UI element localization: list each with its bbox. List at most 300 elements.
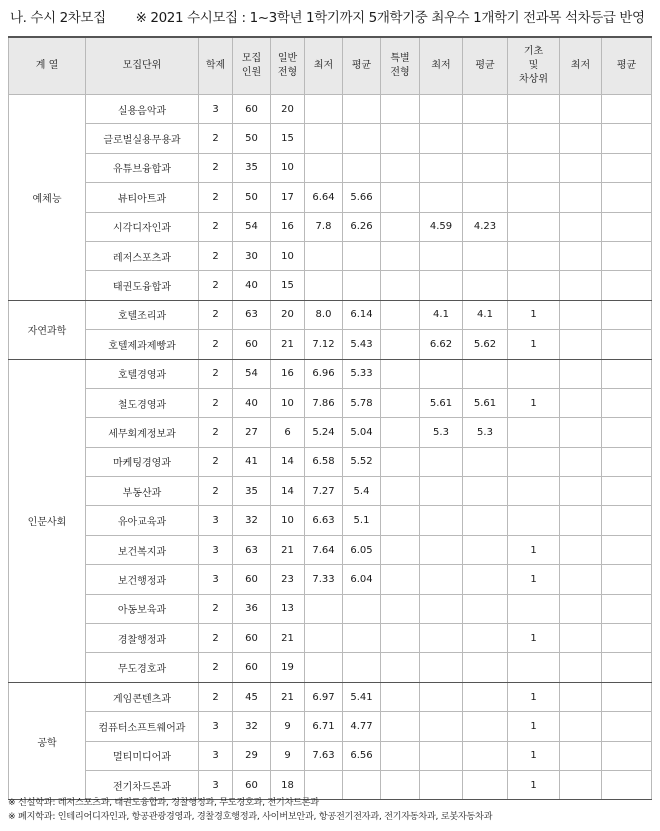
value-cell xyxy=(602,535,652,564)
value-cell: 60 xyxy=(233,565,271,594)
value-cell xyxy=(420,741,463,770)
value-cell xyxy=(560,330,602,359)
value-cell: 6.58 xyxy=(305,447,343,476)
value-cell: 6.56 xyxy=(343,741,381,770)
value-cell: 60 xyxy=(233,95,271,124)
value-cell xyxy=(508,506,560,535)
table-row xyxy=(9,183,652,212)
value-cell xyxy=(560,359,602,388)
column-header: 최저 xyxy=(560,37,602,95)
value-cell: 1 xyxy=(508,712,560,741)
value-cell xyxy=(420,124,463,153)
value-cell xyxy=(463,124,508,153)
value-cell xyxy=(381,594,420,623)
value-cell xyxy=(381,330,420,359)
value-cell: 6.14 xyxy=(343,300,381,329)
value-cell xyxy=(560,447,602,476)
value-cell: 4.1 xyxy=(463,300,508,329)
value-cell xyxy=(463,712,508,741)
value-cell: 60 xyxy=(233,653,271,682)
value-cell xyxy=(305,271,343,300)
value-cell xyxy=(381,565,420,594)
value-cell: 45 xyxy=(233,682,271,711)
value-cell xyxy=(560,535,602,564)
table-row xyxy=(9,712,652,741)
value-cell xyxy=(381,477,420,506)
value-cell: 9 xyxy=(271,712,305,741)
value-cell xyxy=(602,95,652,124)
value-cell xyxy=(463,271,508,300)
value-cell xyxy=(381,124,420,153)
department-cell: 멀티미디어과 xyxy=(86,741,199,770)
value-cell: 7.8 xyxy=(305,212,343,241)
value-cell: 2 xyxy=(199,330,233,359)
value-cell xyxy=(420,359,463,388)
table-row xyxy=(9,153,652,182)
value-cell: 5.61 xyxy=(463,388,508,417)
value-cell: 21 xyxy=(271,624,305,653)
value-cell xyxy=(420,682,463,711)
value-cell xyxy=(508,594,560,623)
value-cell xyxy=(602,359,652,388)
value-cell xyxy=(560,388,602,417)
value-cell xyxy=(560,653,602,682)
value-cell xyxy=(463,653,508,682)
value-cell: 10 xyxy=(271,153,305,182)
value-cell xyxy=(463,153,508,182)
value-cell: 15 xyxy=(271,271,305,300)
value-cell xyxy=(560,594,602,623)
value-cell xyxy=(508,447,560,476)
value-cell: 2 xyxy=(199,624,233,653)
table-row xyxy=(9,741,652,770)
department-cell: 호텔조리과 xyxy=(86,300,199,329)
value-cell xyxy=(560,506,602,535)
value-cell: 5.3 xyxy=(463,418,508,447)
table-row xyxy=(9,594,652,623)
value-cell xyxy=(602,741,652,770)
value-cell: 1 xyxy=(508,388,560,417)
value-cell: 6.96 xyxy=(305,359,343,388)
value-cell xyxy=(560,682,602,711)
department-cell: 유아교육과 xyxy=(86,506,199,535)
group-name-cell: 예체능 xyxy=(9,95,86,301)
value-cell xyxy=(420,241,463,270)
department-cell: 호텔제과제빵과 xyxy=(86,330,199,359)
value-cell xyxy=(381,447,420,476)
value-cell xyxy=(560,741,602,770)
value-cell xyxy=(381,535,420,564)
column-header: 학제 xyxy=(199,37,233,95)
value-cell xyxy=(305,624,343,653)
value-cell: 7.27 xyxy=(305,477,343,506)
value-cell xyxy=(343,271,381,300)
value-cell: 15 xyxy=(271,124,305,153)
value-cell xyxy=(420,565,463,594)
value-cell: 13 xyxy=(271,594,305,623)
value-cell: 3 xyxy=(199,95,233,124)
group-name-cell: 자연과학 xyxy=(9,300,86,359)
value-cell: 2 xyxy=(199,183,233,212)
value-cell xyxy=(381,241,420,270)
department-cell: 게임콘텐츠과 xyxy=(86,682,199,711)
value-cell xyxy=(560,153,602,182)
value-cell: 6.05 xyxy=(343,535,381,564)
value-cell xyxy=(420,271,463,300)
value-cell xyxy=(560,124,602,153)
value-cell xyxy=(508,271,560,300)
value-cell xyxy=(508,212,560,241)
value-cell xyxy=(381,212,420,241)
value-cell xyxy=(602,477,652,506)
value-cell: 1 xyxy=(508,682,560,711)
value-cell: 1 xyxy=(508,330,560,359)
value-cell xyxy=(381,712,420,741)
table-row xyxy=(9,359,652,388)
column-header: 기초 및 차상위 xyxy=(508,37,560,95)
value-cell xyxy=(560,418,602,447)
value-cell xyxy=(381,359,420,388)
value-cell: 10 xyxy=(271,241,305,270)
value-cell: 2 xyxy=(199,153,233,182)
value-cell xyxy=(343,653,381,682)
value-cell xyxy=(305,124,343,153)
value-cell xyxy=(381,741,420,770)
table-header-row xyxy=(9,37,652,95)
column-header: 최저 xyxy=(420,37,463,95)
admission-note: ※ 2021 수시모집 : 1~3학년 1학기까지 5개학기중 최우수 1개학기 전과목 석차등급 반영 xyxy=(135,10,645,26)
value-cell: 3 xyxy=(199,712,233,741)
value-cell xyxy=(305,95,343,124)
value-cell xyxy=(602,153,652,182)
value-cell xyxy=(602,594,652,623)
value-cell xyxy=(463,594,508,623)
value-cell: 35 xyxy=(233,477,271,506)
department-cell: 부동산과 xyxy=(86,477,199,506)
department-cell: 레저스포츠과 xyxy=(86,241,199,270)
value-cell: 2 xyxy=(199,124,233,153)
value-cell xyxy=(381,95,420,124)
value-cell: 2 xyxy=(199,241,233,270)
value-cell: 6 xyxy=(271,418,305,447)
value-cell xyxy=(420,477,463,506)
group-name-cell: 인문사회 xyxy=(9,359,86,682)
value-cell: 5.41 xyxy=(343,682,381,711)
value-cell xyxy=(508,95,560,124)
department-cell: 경찰행정과 xyxy=(86,624,199,653)
value-cell xyxy=(420,535,463,564)
value-cell xyxy=(508,153,560,182)
column-header: 모집 인원 xyxy=(233,37,271,95)
value-cell: 4.77 xyxy=(343,712,381,741)
value-cell: 2 xyxy=(199,300,233,329)
value-cell: 6.71 xyxy=(305,712,343,741)
value-cell: 2 xyxy=(199,594,233,623)
value-cell: 23 xyxy=(271,565,305,594)
value-cell: 5.66 xyxy=(343,183,381,212)
value-cell xyxy=(305,653,343,682)
value-cell: 3 xyxy=(199,770,233,799)
value-cell xyxy=(381,388,420,417)
value-cell xyxy=(343,624,381,653)
value-cell: 6.04 xyxy=(343,565,381,594)
value-cell: 8.0 xyxy=(305,300,343,329)
value-cell xyxy=(560,183,602,212)
department-cell: 아동보육과 xyxy=(86,594,199,623)
value-cell: 1 xyxy=(508,741,560,770)
table-row xyxy=(9,653,652,682)
value-cell xyxy=(463,682,508,711)
value-cell: 60 xyxy=(233,330,271,359)
department-cell: 보건복지과 xyxy=(86,535,199,564)
column-header: 계 열 xyxy=(9,37,86,95)
value-cell xyxy=(602,447,652,476)
department-cell: 글로벌실용무용과 xyxy=(86,124,199,153)
column-header: 평균 xyxy=(602,37,652,95)
table-row xyxy=(9,330,652,359)
value-cell: 3 xyxy=(199,565,233,594)
value-cell: 30 xyxy=(233,241,271,270)
value-cell: 63 xyxy=(233,535,271,564)
value-cell: 18 xyxy=(271,770,305,799)
value-cell xyxy=(602,183,652,212)
department-cell: 보건행정과 xyxy=(86,565,199,594)
department-cell: 무도경호과 xyxy=(86,653,199,682)
value-cell xyxy=(602,653,652,682)
value-cell xyxy=(381,653,420,682)
value-cell xyxy=(463,565,508,594)
table-row xyxy=(9,682,652,711)
value-cell: 50 xyxy=(233,124,271,153)
value-cell xyxy=(305,241,343,270)
value-cell xyxy=(602,506,652,535)
value-cell: 14 xyxy=(271,477,305,506)
value-cell: 60 xyxy=(233,624,271,653)
value-cell: 60 xyxy=(233,770,271,799)
value-cell xyxy=(602,712,652,741)
value-cell: 5.52 xyxy=(343,447,381,476)
value-cell: 4.1 xyxy=(420,300,463,329)
value-cell: 16 xyxy=(271,359,305,388)
value-cell: 5.43 xyxy=(343,330,381,359)
value-cell: 1 xyxy=(508,624,560,653)
value-cell xyxy=(305,594,343,623)
value-cell: 1 xyxy=(508,770,560,799)
value-cell: 1 xyxy=(508,300,560,329)
table-row xyxy=(9,506,652,535)
value-cell: 54 xyxy=(233,212,271,241)
value-cell xyxy=(602,271,652,300)
value-cell xyxy=(463,359,508,388)
value-cell: 7.86 xyxy=(305,388,343,417)
value-cell xyxy=(420,95,463,124)
value-cell: 1 xyxy=(508,535,560,564)
value-cell: 5.33 xyxy=(343,359,381,388)
value-cell: 21 xyxy=(271,682,305,711)
column-header: 일반 전형 xyxy=(271,37,305,95)
value-cell: 21 xyxy=(271,535,305,564)
value-cell: 41 xyxy=(233,447,271,476)
value-cell xyxy=(305,153,343,182)
value-cell: 5.04 xyxy=(343,418,381,447)
value-cell: 40 xyxy=(233,388,271,417)
value-cell xyxy=(343,594,381,623)
table-row xyxy=(9,624,652,653)
value-cell: 5.61 xyxy=(420,388,463,417)
table-row xyxy=(9,418,652,447)
value-cell xyxy=(602,330,652,359)
value-cell: 5.1 xyxy=(343,506,381,535)
value-cell: 2 xyxy=(199,388,233,417)
value-cell xyxy=(381,300,420,329)
value-cell: 20 xyxy=(271,95,305,124)
value-cell xyxy=(560,712,602,741)
value-cell xyxy=(560,300,602,329)
value-cell: 4.59 xyxy=(420,212,463,241)
value-cell: 6.64 xyxy=(305,183,343,212)
value-cell: 2 xyxy=(199,477,233,506)
value-cell: 2 xyxy=(199,447,233,476)
table-row xyxy=(9,300,652,329)
column-header: 최저 xyxy=(305,37,343,95)
value-cell: 5.62 xyxy=(463,330,508,359)
footnotes xyxy=(8,796,658,824)
column-header: 평균 xyxy=(343,37,381,95)
value-cell: 5.24 xyxy=(305,418,343,447)
value-cell xyxy=(463,535,508,564)
value-cell xyxy=(560,624,602,653)
value-cell: 35 xyxy=(233,153,271,182)
value-cell xyxy=(602,212,652,241)
value-cell: 10 xyxy=(271,388,305,417)
department-cell: 실용음악과 xyxy=(86,95,199,124)
table-row xyxy=(9,124,652,153)
department-cell: 컴퓨터소프트웨어과 xyxy=(86,712,199,741)
column-header: 평균 xyxy=(463,37,508,95)
value-cell xyxy=(343,241,381,270)
column-header: 특별 전형 xyxy=(381,37,420,95)
value-cell xyxy=(602,418,652,447)
value-cell xyxy=(420,653,463,682)
value-cell xyxy=(343,95,381,124)
value-cell xyxy=(508,653,560,682)
value-cell: 17 xyxy=(271,183,305,212)
value-cell xyxy=(381,506,420,535)
value-cell: 7.33 xyxy=(305,565,343,594)
table-row xyxy=(9,95,652,124)
value-cell: 2 xyxy=(199,418,233,447)
table-row xyxy=(9,388,652,417)
value-cell xyxy=(420,624,463,653)
value-cell xyxy=(560,95,602,124)
value-cell xyxy=(420,594,463,623)
value-cell xyxy=(560,212,602,241)
department-cell: 철도경영과 xyxy=(86,388,199,417)
value-cell xyxy=(463,477,508,506)
value-cell xyxy=(602,241,652,270)
value-cell: 3 xyxy=(199,535,233,564)
value-cell: 5.78 xyxy=(343,388,381,417)
value-cell xyxy=(602,388,652,417)
value-cell: 3 xyxy=(199,741,233,770)
footnote-new-departments: ※ 신설학과: 레저스포츠과, 태권도융합과, 경찰행정과, 무도경호과, 전기차드론과 xyxy=(8,797,319,808)
value-cell: 27 xyxy=(233,418,271,447)
value-cell: 9 xyxy=(271,741,305,770)
value-cell: 50 xyxy=(233,183,271,212)
department-cell: 태권도융합과 xyxy=(86,271,199,300)
value-cell xyxy=(420,506,463,535)
value-cell: 19 xyxy=(271,653,305,682)
value-cell: 5.4 xyxy=(343,477,381,506)
value-cell xyxy=(602,124,652,153)
value-cell xyxy=(343,153,381,182)
value-cell xyxy=(381,183,420,212)
value-cell: 16 xyxy=(271,212,305,241)
department-cell: 전기차드론과 xyxy=(86,770,199,799)
value-cell: 21 xyxy=(271,330,305,359)
value-cell xyxy=(602,624,652,653)
table-row xyxy=(9,477,652,506)
value-cell: 7.12 xyxy=(305,330,343,359)
table-row xyxy=(9,565,652,594)
value-cell: 5.3 xyxy=(420,418,463,447)
value-cell: 3 xyxy=(199,506,233,535)
value-cell xyxy=(508,124,560,153)
value-cell: 6.26 xyxy=(343,212,381,241)
table-row xyxy=(9,535,652,564)
value-cell xyxy=(420,447,463,476)
value-cell xyxy=(560,271,602,300)
value-cell: 10 xyxy=(271,506,305,535)
department-cell: 시각디자인과 xyxy=(86,212,199,241)
value-cell: 29 xyxy=(233,741,271,770)
value-cell: 6.63 xyxy=(305,506,343,535)
department-cell: 마케팅경영과 xyxy=(86,447,199,476)
value-cell xyxy=(463,447,508,476)
table-row xyxy=(9,447,652,476)
value-cell: 32 xyxy=(233,712,271,741)
value-cell xyxy=(602,300,652,329)
group-name-cell: 공학 xyxy=(9,682,86,800)
table-body xyxy=(9,95,652,800)
value-cell xyxy=(602,682,652,711)
value-cell: 63 xyxy=(233,300,271,329)
value-cell: 7.63 xyxy=(305,741,343,770)
value-cell xyxy=(463,624,508,653)
value-cell: 6.62 xyxy=(420,330,463,359)
value-cell: 20 xyxy=(271,300,305,329)
value-cell xyxy=(381,271,420,300)
value-cell xyxy=(463,95,508,124)
admission-table xyxy=(8,36,652,800)
value-cell: 2 xyxy=(199,682,233,711)
value-cell: 7.64 xyxy=(305,535,343,564)
value-cell: 36 xyxy=(233,594,271,623)
department-cell: 유튜브융합과 xyxy=(86,153,199,182)
value-cell xyxy=(381,418,420,447)
value-cell: 32 xyxy=(233,506,271,535)
value-cell xyxy=(602,565,652,594)
value-cell xyxy=(508,359,560,388)
value-cell xyxy=(508,418,560,447)
value-cell xyxy=(463,183,508,212)
value-cell xyxy=(560,477,602,506)
value-cell: 40 xyxy=(233,271,271,300)
value-cell xyxy=(463,506,508,535)
department-cell: 세무회계정보과 xyxy=(86,418,199,447)
table-row xyxy=(9,241,652,270)
value-cell: 2 xyxy=(199,212,233,241)
